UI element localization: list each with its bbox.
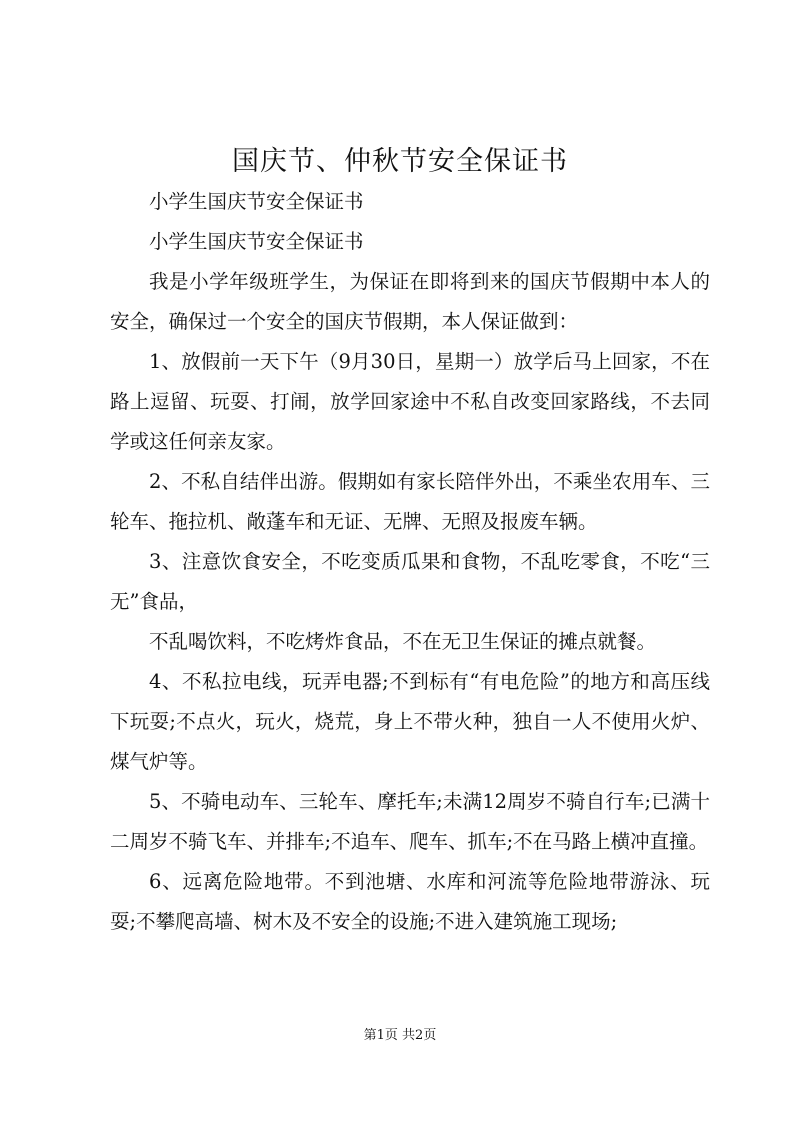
paragraph: 小学生国庆节安全保证书: [149, 230, 364, 253]
paragraph: 我是小学年级班学生，为保证在即将到来的国庆节假期中本人的安全，确保过一个安全的国庆节假期，本人保证做到：: [110, 270, 710, 333]
document-body: [110, 182, 710, 942]
paragraph: 4、不私拉电线，玩弄电器;不到标有“有电危险”的地方和高压线下玩耍;不点火，玩火，烧荒，身上不带火种，独自一人不使用火炉、煤气炉等。: [110, 670, 710, 773]
document-title: 国庆节、仲秋节安全保证书: [232, 146, 568, 177]
page-number-footer: 第1页 共2页: [363, 1028, 437, 1043]
paragraph: 3、注意饮食安全，不吃变质瓜果和食物，不乱吃零食，不吃“三无”食品，: [110, 550, 710, 613]
paragraph: 2、不私自结伴出游。假期如有家长陪伴外出，不乘坐农用车、三轮车、拖拉机、敞蓬车和无证、无牌、无照及报废车辆。: [110, 470, 710, 533]
paragraph: 6、远离危险地带。不到池塘、水库和河流等危险地带游泳、玩耍;不攀爬高墙、树木及不安全的设施;不进入建筑施工现场;: [110, 870, 710, 933]
paragraph: 小学生国庆节安全保证书: [149, 190, 364, 213]
paragraph: 不乱喝饮料，不吃烤炸食品，不在无卫生保证的摊点就餐。: [149, 630, 657, 653]
paragraph: 1、放假前一天下午（9月30日，星期一）放学后马上回家，不在路上逗留、玩耍、打闹，放学回家途中不私自改变回家路线，不去同学或这任何亲友家。: [110, 350, 710, 453]
paragraph: 5、不骑电动车、三轮车、摩托车;未满12周岁不骑自行车;已满十二周岁不骑飞车、并排车;不追车、爬车、抓车;不在马路上横冲直撞。: [110, 790, 710, 853]
